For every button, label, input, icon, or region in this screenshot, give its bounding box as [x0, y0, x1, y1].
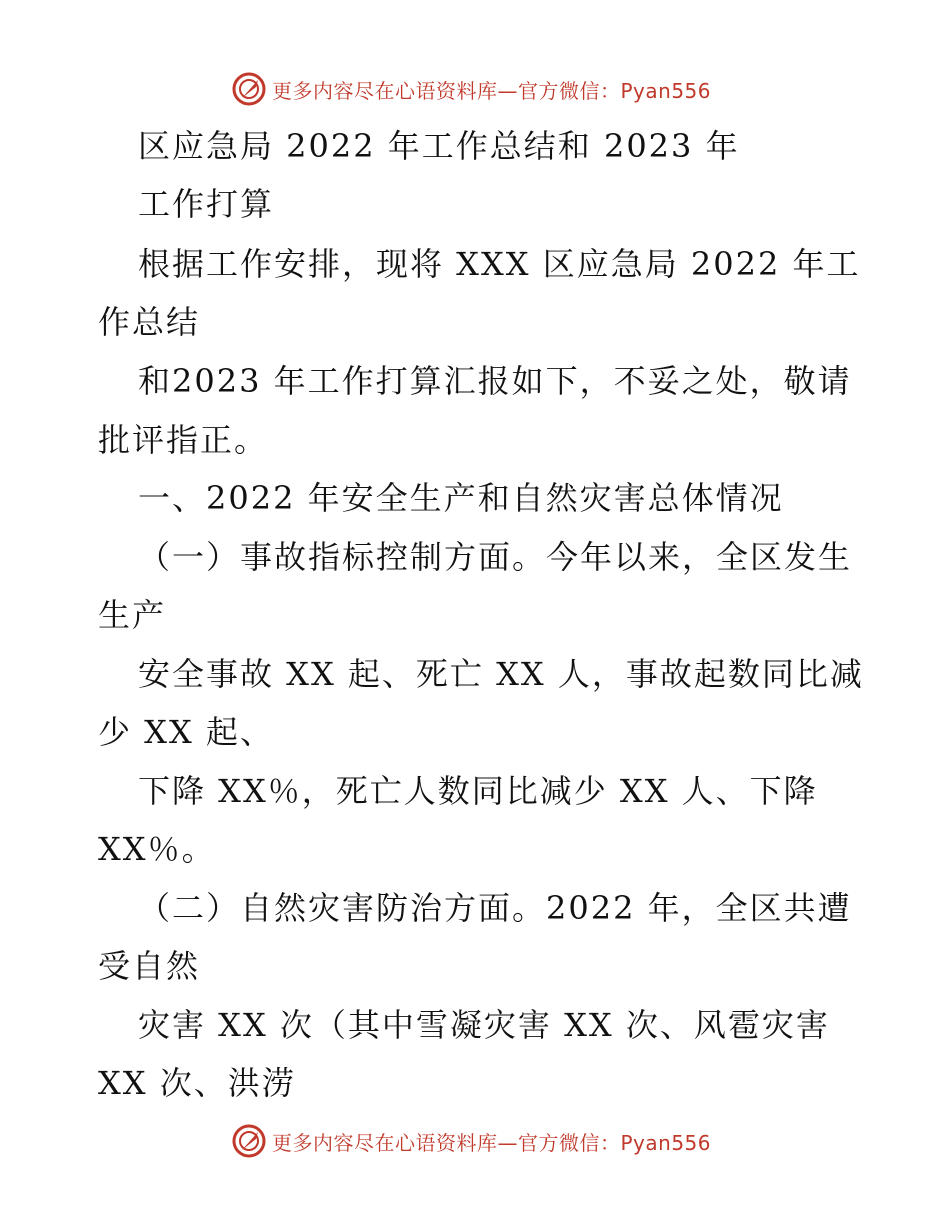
doc-line: 和2023 年工作打算汇报如下，不妥之处，敬请: [138, 362, 852, 400]
quill-seal-icon: [232, 1124, 266, 1158]
doc-title-line-1: 区应急局 2022 年工作总结和 2023 年: [138, 127, 740, 165]
watermark-text: 更多内容尽在心语资料库—官方微信：Pyan556: [272, 1130, 712, 1155]
watermark-text: 更多内容尽在心语资料库—官方微信：Pyan556: [272, 78, 712, 103]
doc-line: 批评指正。: [98, 421, 269, 459]
doc-line: （二）自然灾害防治方面。2022 年，全区共遭: [138, 889, 852, 927]
doc-line: 根据工作安排，现将 XXX 区应急局 2022 年工: [138, 245, 861, 283]
doc-title-line-2: 工作打算: [138, 185, 275, 223]
doc-line: 受自然: [98, 947, 201, 985]
doc-line: 作总结: [98, 303, 201, 341]
doc-line: 灾害 XX 次（其中雪凝灾害 XX 次、风雹灾害: [138, 1006, 830, 1044]
doc-line: 安全事故 XX 起、死亡 XX 人，事故起数同比减: [138, 655, 864, 693]
doc-line: XX 次、洪涝: [98, 1064, 296, 1102]
watermark-banner-top: [232, 72, 711, 106]
doc-line: 生产: [98, 596, 167, 634]
doc-section-heading: 一、2022 年安全生产和自然灾害总体情况: [138, 479, 784, 517]
doc-line: XX％。: [98, 830, 216, 868]
doc-line: （一）事故指标控制方面。今年以来，全区发生: [138, 538, 853, 576]
doc-line: 少 XX 起、: [98, 713, 274, 751]
watermark-banner-bottom: [232, 1124, 711, 1158]
quill-seal-icon: [232, 72, 266, 106]
doc-line: 下降 XX％，死亡人数同比减少 XX 人、下降: [138, 772, 818, 810]
